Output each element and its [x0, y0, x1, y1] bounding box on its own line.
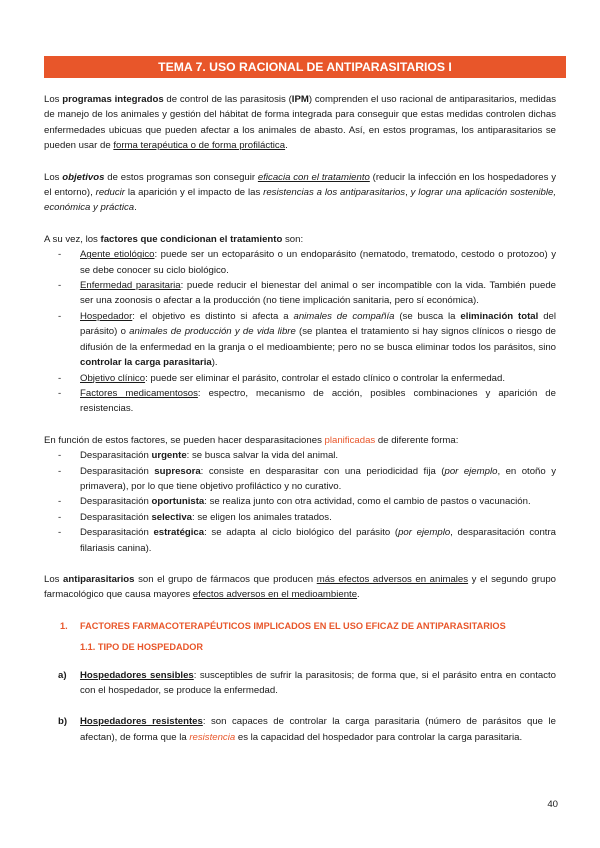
- paragraph-factors-intro: A su vez, los factores que condicionan el tratamiento son:: [44, 233, 304, 245]
- page-content: [44, 92, 556, 745]
- list-item: - Desparasitación oportunista: se realiza junto con otra actividad, como el cambio de pastos o vacunación.: [44, 494, 556, 509]
- list-item: - Objetivo clínico: puede ser eliminar el parásito, controlar el estado clínico o controlar la enfermedad.: [44, 371, 556, 386]
- list-item: - Desparasitación estratégica: se adapta al ciclo biológico del parásito (por ejemplo, desparasitación contra filariasis canina).: [44, 525, 556, 556]
- paragraph-intro: Los programas integrados de control de las parasitosis (IPM) comprenden el uso racional de antiparasitarios, medidas de manejo de los animales y gestión del hábitat de forma integrada para conseguir que estas medidas controlen dichas enfermedades ubicuas que pueden afectar a los animales de abasto. Así, en estos programas, los antiparasitarios se pueden usar de forma terapéutica o de forma profiláctica.: [44, 94, 556, 152]
- chapter-title: TEMA 7. USO RACIONAL DE ANTIPARASITARIOS I: [44, 56, 566, 78]
- list-item: - Enfermedad parasitaria: puede reducir el bienestar del animal o ser incompatible con la vida. También puede ser una zoonosis o afectar a la producción (no tiene implicación sanitaria, pero sí económica).: [44, 278, 556, 309]
- subsection-heading: 1.1. TIPO DE HOSPEDADOR: [80, 642, 204, 653]
- list-item: - Agente etiológico: puede ser un ectoparásito o un endoparásito (nematodo, trematodo, cestodo o protozoo) y se debe conocer su ciclo biológico.: [44, 247, 556, 278]
- factors-list: [44, 247, 556, 416]
- item-resistant-hosts: b) Hospedadores resistentes: son capaces de controlar la carga parasitaria (número de parásitos que le afectan), de forma que la resistencia es la capacidad del hospedador para controlar la carga parasitaria.: [58, 716, 557, 743]
- paragraph-deworming-intro: En función de estos factores, se pueden hacer desparasitaciones planificadas de diferente forma:: [44, 434, 459, 446]
- deworming-types-list: [44, 448, 556, 556]
- paragraph-objectives: Los objetivos de estos programas son conseguir eficacia con el tratamiento (reducir la infección en los hospedadores y el entorno), reducir la aparición y el impacto de las resistencias a los antiparasitarios, y lograr una aplicación sostenible, económica y práctica.: [44, 171, 557, 214]
- list-item: - Desparasitación urgente: se busca salvar la vida del animal.: [44, 448, 556, 463]
- list-item: - Desparasitación supresora: consiste en desparasitar con una periodicidad fija (por ejemplo, en otoño y primavera), por lo que tiene objetivo profiláctico y no curativo.: [44, 464, 556, 495]
- list-item: - Desparasitación selectiva: se eligen los animales tratados.: [44, 510, 556, 525]
- section-heading: 1. FACTORES FARMACOTERAPÉUTICOS IMPLICADOS EN EL USO EFICAZ DE ANTIPARASITARIOS: [60, 620, 506, 631]
- paragraph-antiparasitics: Los antiparasitarios son el grupo de fármacos que producen más efectos adversos en animales y el segundo grupo farmacológico que causa mayores efectos adversos en el medioambiente.: [44, 573, 556, 601]
- item-sensitive-hosts: a) Hospedadores sensibles: susceptibles de sufrir la parasitosis; de forma que, si el parásito entra en contacto con el hospedador, se produce la enfermedad.: [58, 669, 556, 696]
- list-item: - Hospedador: el objetivo es distinto si afecta a animales de compañía (se busca la eliminación total del parásito) o animales de producción y de vida libre (se plantea el tratamiento si hay signos clínicos o riesgo de difusión de la enfermedad en la granja o el medioambiente; pero no se busca eliminar todos los parásitos, sino controlar la carga parasitaria).: [44, 309, 556, 371]
- page-number: 40: [547, 799, 558, 810]
- list-item: - Factores medicamentosos: espectro, mecanismo de acción, posibles combinaciones y aparición de resistencias.: [44, 386, 556, 417]
